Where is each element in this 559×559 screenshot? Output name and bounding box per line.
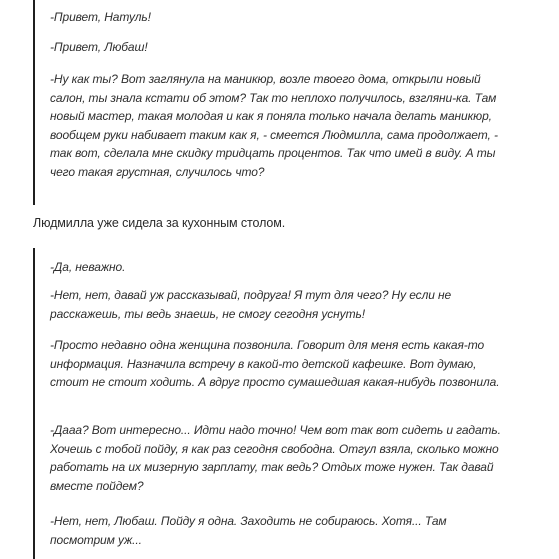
dialogue-line: -Дааа? Вот интересно... Идти надо точно! Чем вот так вот сидеть и гадать. Хочешь с тобой пойду, я как раз сегодня свободна. Отгул взяла, сколько можно работать на их мизерную зарплату, так ведь? Отдых тоже нужен. Так давай вместе пойдем? <box>50 423 501 493</box>
dialogue-quote-block-2 <box>33 248 503 559</box>
narration-paragraph: Людмилла уже сидела за кухонным столом. <box>33 216 286 230</box>
dialogue-line: -Просто недавно одна женщина позвонила. Говорит для меня есть какая-то информация. Назначила встречу в какой-то детской кафешке. Вот думаю, стоит не стоит ходить. А вдруг просто сумашедшая какая-нибудь позвонила. <box>50 338 500 390</box>
dialogue-quote-block-1 <box>33 0 503 205</box>
dialogue-line: -Нет, нет, Любаш. Пойду я одна. Заходить не собираюсь. Хотя... Там посмотрим уж... <box>50 514 447 547</box>
dialogue-line: -Привет, Натуль! <box>50 10 151 24</box>
dialogue-line: -Привет, Любаш! <box>50 40 148 54</box>
dialogue-line: -Ну как ты? Вот заглянула на маникюр, возле твоего дома, открыли новый салон, ты знала кстати об этом? Так то неплохо получилось, взгляни-ка. Там новый мастер, такая молодая и как я поняла только начала делать маникюр, вообщем руки набивает таким как я, - смеется Людмилла, сама продолжает, - так вот, сделала мне скидку тридцать процентов. Так что имей в виду. А ты чего такая грустная, случилось что? <box>50 72 498 179</box>
dialogue-line: -Нет, нет, давай уж рассказывай, подруга! Я тут для чего? Ну если не расскажешь, ты ведь знаешь, не смогу сегодня уснуть! <box>50 288 452 321</box>
dialogue-line: -Да, неважно. <box>50 260 126 274</box>
